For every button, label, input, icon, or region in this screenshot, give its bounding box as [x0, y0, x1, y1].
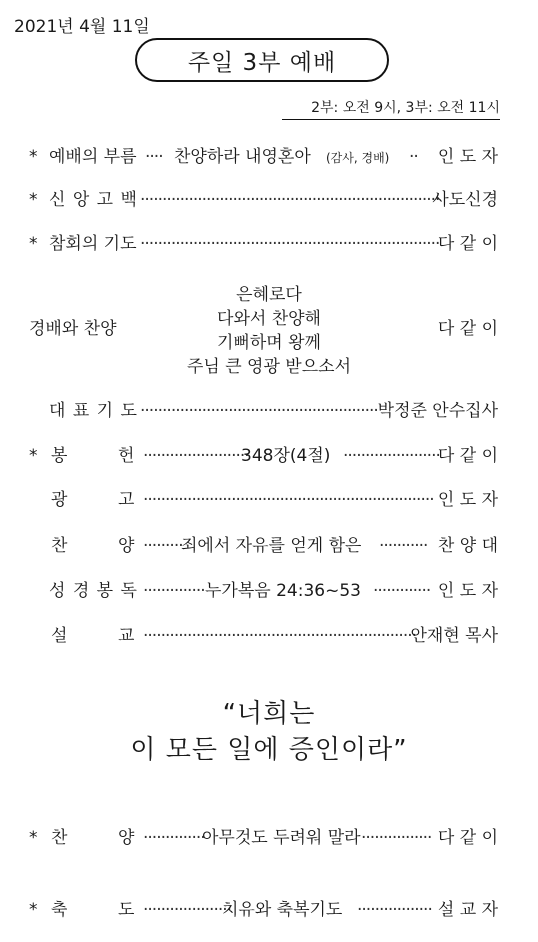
praise-song: 다와서 찬양해	[217, 309, 321, 329]
order-item-announcements	[0, 487, 538, 513]
order-item-detail: 치유와 축복기도	[222, 900, 343, 920]
standing-marker: *	[29, 147, 38, 167]
order-item-label: 참회의 기도	[49, 234, 137, 254]
dot-leader: ····································································	[140, 190, 440, 210]
dot-leader: ··············	[143, 581, 205, 601]
order-item-leader: 설 교 자	[437, 900, 498, 920]
order-item-label-first: 봉	[51, 446, 68, 466]
order-item-detail: 아무것도 두려워 말라	[202, 828, 361, 848]
praise-song: 주님 큰 영광 받으소서	[186, 357, 351, 377]
dot-leader: ······················	[343, 446, 440, 466]
dot-leader: ···········	[379, 536, 428, 556]
header-rule	[282, 119, 500, 120]
order-item-scripture-reading	[0, 578, 538, 604]
order-item-leader: 다 같 이	[437, 828, 498, 848]
standing-marker: *	[29, 446, 38, 466]
order-item-creed	[0, 187, 538, 213]
praise-song: 기뻐하며 왕께	[217, 333, 321, 353]
order-item-leader: 찬 양 대	[437, 536, 498, 556]
standing-marker: *	[29, 234, 38, 254]
dot-leader: ························	[143, 446, 249, 466]
order-item-closing-hymn	[0, 825, 538, 851]
standing-marker: *	[29, 190, 38, 210]
order-item-detail: 348장(4절)	[241, 446, 331, 466]
standing-marker: *	[29, 828, 38, 848]
order-item-label-first: 축	[51, 900, 68, 920]
service-title-text: 주일 3부 예배	[187, 49, 337, 76]
order-item-label: 대 표 기 도	[49, 401, 138, 421]
order-item-label: 예배의 부름	[49, 147, 137, 167]
order-item-leader: 인 도 자	[437, 490, 498, 510]
order-item-label-first: 찬	[51, 828, 68, 848]
dot-leader: ··············	[143, 828, 205, 848]
order-item-label-last: 교	[118, 626, 135, 646]
order-item-call-to-worship	[0, 144, 538, 170]
dot-leader: ·········	[143, 536, 183, 556]
order-item-detail: 누가복음 24:36~53	[205, 581, 361, 601]
dot-leader: ····················	[143, 900, 232, 920]
dot-leader: ····································································	[140, 234, 440, 254]
dot-leader: ················	[361, 828, 432, 848]
order-item-leader: 인 도 자	[437, 147, 498, 167]
order-item-label-last: 헌	[118, 446, 135, 466]
order-item-leader: 박정준 안수집사	[377, 401, 498, 421]
dot-leader: ····	[145, 147, 163, 167]
order-item-detail: 죄에서 자유를 얻게 함은	[181, 536, 362, 556]
order-item-label-last: 도	[118, 900, 135, 920]
service-date: 2021년 4월 11일	[14, 17, 150, 37]
praise-song: 은혜로다	[236, 285, 302, 305]
order-item-leader: 안재현 목사	[410, 626, 498, 646]
order-item-label-first: 찬	[51, 536, 68, 556]
dot-leader: ·············	[373, 581, 431, 601]
service-title	[135, 38, 389, 82]
order-item-label: 신 앙 고 백	[49, 190, 138, 210]
praise-label-row	[0, 316, 538, 342]
dot-leader: ··································································	[143, 490, 434, 510]
order-item-label-first: 설	[51, 626, 68, 646]
order-item-label: 경배와 찬양	[29, 319, 117, 339]
order-item-label-last: 양	[118, 536, 135, 556]
service-times: 2부: 오전 9시, 3부: 오전 11시	[311, 100, 500, 116]
dot-leader: ··	[409, 147, 418, 167]
dot-leader: ······················································	[140, 401, 378, 421]
standing-marker: *	[29, 900, 38, 920]
order-item-leader: 다 같 이	[437, 234, 498, 254]
order-item-offering	[0, 443, 538, 469]
dot-leader: ······························································	[143, 626, 417, 646]
order-item-leader: 다 같 이	[437, 446, 498, 466]
order-item-representative-prayer	[0, 398, 538, 424]
order-item-leader: 인 도 자	[437, 581, 498, 601]
sermon-message-line1: “너희는	[222, 699, 316, 729]
order-item-detail: 찬양하라 내영혼아	[174, 147, 311, 167]
order-item-leader: 사도신경	[432, 190, 498, 210]
order-item-confession	[0, 231, 538, 257]
order-item-leader: 다 같 이	[437, 319, 498, 339]
order-item-detail-note: (감사, 경배)	[326, 151, 390, 165]
order-item-label-first: 광	[51, 490, 68, 510]
sermon-message-line2: 이 모든 일에 증인이라”	[130, 735, 408, 765]
order-item-choir	[0, 533, 538, 559]
order-item-label-last: 양	[118, 828, 135, 848]
order-item-label: 성 경 봉 독	[49, 581, 138, 601]
order-item-sermon	[0, 623, 538, 649]
dot-leader: ·················	[357, 900, 432, 920]
order-item-label-last: 고	[118, 490, 135, 510]
order-item-benediction	[0, 897, 538, 923]
